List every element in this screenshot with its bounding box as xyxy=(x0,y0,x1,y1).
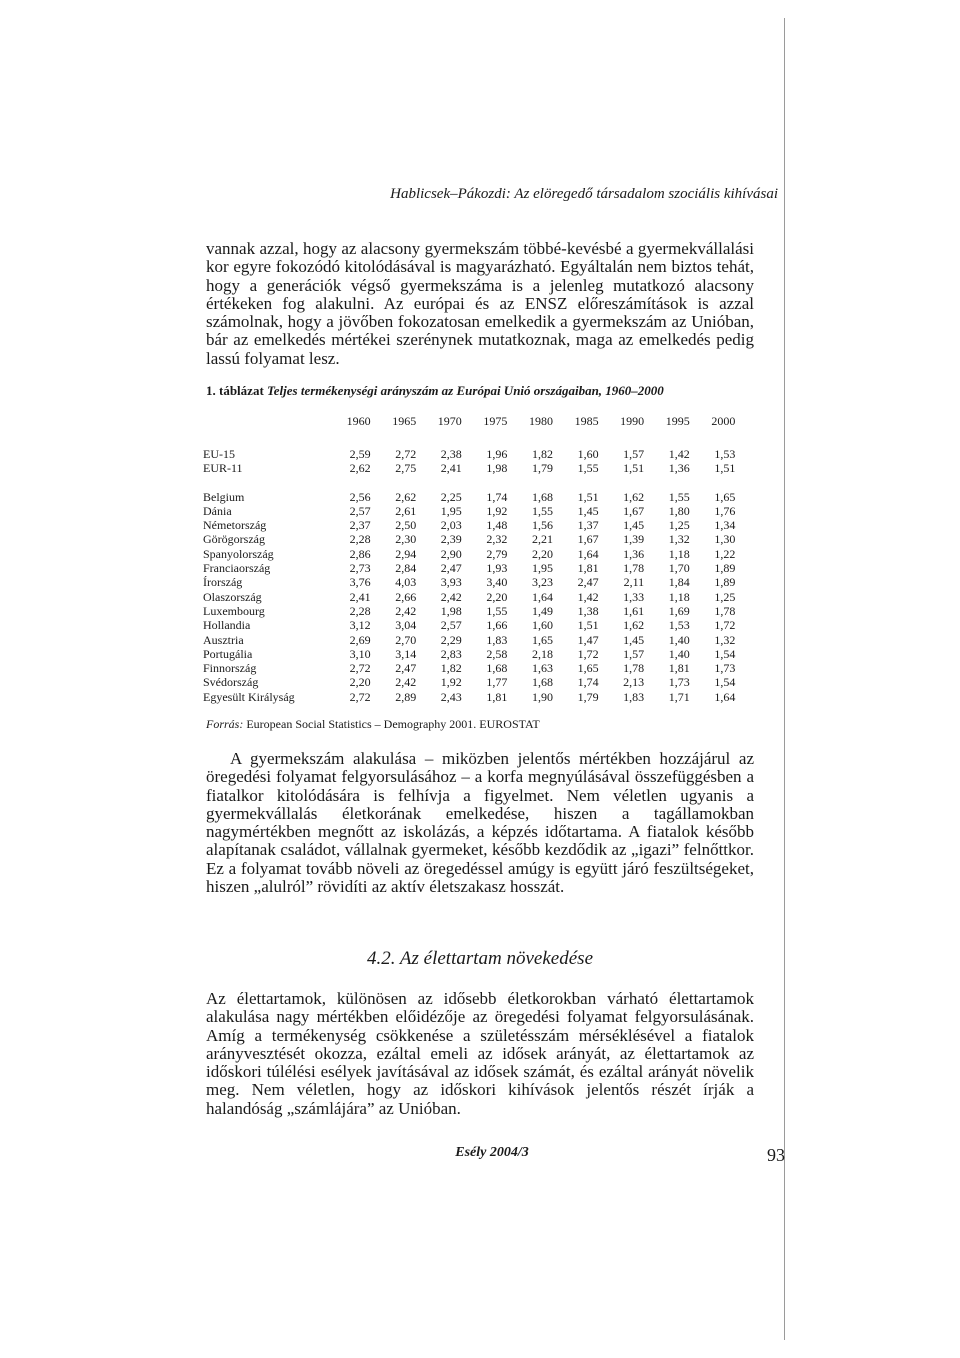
table-source xyxy=(206,717,540,732)
country-row xyxy=(203,590,735,604)
tfr-value: 2,66 xyxy=(395,589,417,604)
tfr-value: 1,84 xyxy=(668,575,690,590)
tfr-value: 2,94 xyxy=(395,546,417,561)
tfr-value: 1,53 xyxy=(714,446,736,461)
tfr-value: 2,47 xyxy=(440,561,462,576)
tfr-value: 1,53 xyxy=(668,618,690,633)
tfr-value: 1,92 xyxy=(486,503,508,518)
tfr-value: 2,39 xyxy=(440,532,462,547)
page-number: 93 xyxy=(767,1145,785,1165)
tfr-value: 1,89 xyxy=(714,575,736,590)
tfr-value: 1,74 xyxy=(577,675,599,690)
tfr-value: 1,78 xyxy=(714,603,736,618)
row-label: Svédország xyxy=(203,675,259,690)
tfr-value: 2,20 xyxy=(531,546,553,561)
tfr-value: 1,79 xyxy=(531,460,553,475)
tfr-value: 3,93 xyxy=(440,575,462,590)
row-label: Franciaország xyxy=(203,561,271,576)
tfr-value: 1,69 xyxy=(668,603,690,618)
country-row xyxy=(203,504,735,518)
tfr-value: 1,68 xyxy=(531,675,553,690)
tfr-value: 2,37 xyxy=(349,518,371,533)
tfr-value: 2,72 xyxy=(395,446,417,461)
paragraph-2 xyxy=(206,750,754,896)
spacer-cell xyxy=(203,432,735,447)
tfr-value: 1,76 xyxy=(714,503,736,518)
tfr-value: 2,57 xyxy=(349,503,371,518)
row-label: Németország xyxy=(203,518,267,533)
tfr-value: 1,80 xyxy=(668,503,690,518)
tfr-value: 1,51 xyxy=(623,460,645,475)
running-head: Hablicsek–Pákozdi: Az elöregedő társadalom szociális kihívásai xyxy=(390,186,778,202)
tfr-value: 1,22 xyxy=(714,546,736,561)
tfr-value: 1,64 xyxy=(531,589,553,604)
table-caption-title: Teljes termékenységi arányszám az Európai Unió országaiban, 1960–2000 xyxy=(267,383,664,398)
tfr-value: 2,57 xyxy=(440,618,462,633)
tfr-value: 1,51 xyxy=(577,618,599,633)
tfr-value: 2,47 xyxy=(577,575,599,590)
tfr-value: 1,62 xyxy=(623,489,645,504)
section-heading: 4.2. Az élettartam növekedése xyxy=(367,948,593,969)
tfr-value: 2,20 xyxy=(486,589,508,604)
tfr-value: 3,12 xyxy=(349,618,371,633)
row-label: Olaszország xyxy=(203,589,262,604)
paragraph-3: Az élettartamok, különösen az idősebb életkorokban várható élettartamok alakulása nagy mértékben előidézője az öregedési folyamat felgyorsulásának. Amíg a termékenység csökkenése a születésszám mérséklésével a fiatalok arányvesztését okozza, ezáltal emeli az idősek arányát, az élettartamok az időskori túlélési esélyek javításával az idősek számát, és ezáltal arányát növelik meg. Nem véletlen, hogy az időskori kihívások jelentős részét írják a halandóság „számlájára” az Unióban. xyxy=(206,989,754,1118)
tfr-value: 1,36 xyxy=(623,546,645,561)
tfr-value: 2,11 xyxy=(623,575,645,590)
tfr-value: 1,70 xyxy=(668,561,690,576)
header-spacer xyxy=(203,410,325,432)
tfr-value: 2,58 xyxy=(486,646,508,661)
tfr-value: 2,84 xyxy=(395,561,417,576)
table-spacer-row xyxy=(203,475,735,490)
tfr-value: 2,90 xyxy=(440,546,462,561)
tfr-value: 1,66 xyxy=(486,618,508,633)
tfr-value: 1,95 xyxy=(531,561,553,576)
tfr-value: 1,73 xyxy=(668,675,690,690)
tfr-value: 3,04 xyxy=(395,618,417,633)
row-label: Írország xyxy=(203,575,243,590)
tfr-value: 1,30 xyxy=(714,532,736,547)
tfr-value: 1,81 xyxy=(577,561,599,576)
tfr-value: 1,78 xyxy=(623,561,645,576)
tfr-value: 1,33 xyxy=(623,589,645,604)
tfr-value: 1,42 xyxy=(577,589,599,604)
tfr-value: 1,96 xyxy=(486,446,508,461)
tfr-value: 2,41 xyxy=(440,460,462,475)
tfr-value: 1,36 xyxy=(668,460,690,475)
tfr-value: 1,98 xyxy=(440,603,462,618)
tfr-value: 2,56 xyxy=(349,489,371,504)
row-label: Belgium xyxy=(203,489,245,504)
tfr-value: 1,90 xyxy=(531,689,553,704)
tfr-value: 1,62 xyxy=(623,618,645,633)
tfr-value: 1,25 xyxy=(668,518,690,533)
row-label: Portugália xyxy=(203,646,253,661)
year-header: 2000 xyxy=(711,413,736,428)
tfr-value: 2,28 xyxy=(349,532,371,547)
tfr-value: 1,56 xyxy=(531,518,553,533)
tfr-value: 1,55 xyxy=(577,460,599,475)
tfr-value: 1,82 xyxy=(531,446,553,461)
tfr-value: 1,71 xyxy=(668,689,690,704)
tfr-value: 1,67 xyxy=(577,532,599,547)
tfr-value: 1,83 xyxy=(623,689,645,704)
tfr-value: 2,72 xyxy=(349,689,371,704)
tfr-value: 2,73 xyxy=(349,561,371,576)
country-row xyxy=(203,618,735,632)
tfr-value: 2,20 xyxy=(349,675,371,690)
margin-rule xyxy=(784,18,785,1340)
row-label: EU-15 xyxy=(203,446,235,461)
tfr-value: 1,40 xyxy=(668,646,690,661)
tfr-value: 1,18 xyxy=(668,589,690,604)
tfr-value: 1,60 xyxy=(531,618,553,633)
country-row xyxy=(203,532,735,546)
tfr-value: 2,42 xyxy=(395,603,417,618)
tfr-value: 1,55 xyxy=(486,603,508,618)
country-row xyxy=(203,547,735,561)
year-header: 1990 xyxy=(620,413,645,428)
tfr-value: 1,51 xyxy=(577,489,599,504)
country-row xyxy=(203,690,735,704)
fertility-table xyxy=(203,410,735,704)
tfr-value: 2,50 xyxy=(395,518,417,533)
tfr-value: 1,37 xyxy=(577,518,599,533)
tfr-value: 2,42 xyxy=(440,589,462,604)
tfr-value: 1,47 xyxy=(577,632,599,647)
tfr-value: 2,43 xyxy=(440,689,462,704)
country-row xyxy=(203,490,735,504)
paragraph-2-text: A gyermekszám alakulása – miközben jelentős mértékben hozzájárul az öregedési folyamat felgyorsulásához – a korfa megnyúlásával összefüggésben a fiatalkor kitolódására is felhívja a figyelmet. Nem véletlen ugyanis a gyermekvállalás életkorának emelkedése, hiszen a tagállamokban nagymértékben megnőtt az iskolázás, a képzés időtartama. A fiatalok később alapítanak családot, vállalnak gyermeket, később kezdődik az „igazi” felnőttkor. Ez a folyamat tovább növeli az öregedéssel amúgy is együtt járó feszültségeket, hiszen „alulról” rövidíti az aktív életszakasz hosszát. xyxy=(206,749,754,897)
table-header-row xyxy=(203,410,735,432)
tfr-value: 2,47 xyxy=(395,661,417,676)
aggregate-row xyxy=(203,461,735,475)
tfr-value: 1,54 xyxy=(714,646,736,661)
tfr-value: 1,49 xyxy=(531,603,553,618)
tfr-value: 2,30 xyxy=(395,532,417,547)
row-label: Ausztria xyxy=(203,632,244,647)
tfr-value: 2,28 xyxy=(349,603,371,618)
tfr-value: 2,13 xyxy=(623,675,645,690)
tfr-value: 2,62 xyxy=(395,489,417,504)
tfr-value: 1,32 xyxy=(714,632,736,647)
tfr-value: 1,77 xyxy=(486,675,508,690)
tfr-value: 1,98 xyxy=(486,460,508,475)
tfr-value: 1,72 xyxy=(714,618,736,633)
tfr-value: 1,89 xyxy=(714,561,736,576)
tfr-value: 1,18 xyxy=(668,546,690,561)
tfr-value: 1,72 xyxy=(577,646,599,661)
tfr-value: 1,25 xyxy=(714,589,736,604)
tfr-value: 1,45 xyxy=(623,518,645,533)
tfr-value: 2,03 xyxy=(440,518,462,533)
aggregate-row xyxy=(203,447,735,461)
year-header: 1965 xyxy=(392,413,417,428)
tfr-value: 2,72 xyxy=(349,661,371,676)
country-row xyxy=(203,518,735,532)
country-row xyxy=(203,633,735,647)
tfr-value: 2,59 xyxy=(349,446,371,461)
row-label: Görögország xyxy=(203,532,265,547)
tfr-value: 1,65 xyxy=(577,661,599,676)
tfr-value: 1,39 xyxy=(623,532,645,547)
tfr-value: 1,42 xyxy=(668,446,690,461)
tfr-value: 1,81 xyxy=(486,689,508,704)
year-header: 1975 xyxy=(483,413,508,428)
tfr-value: 2,29 xyxy=(440,632,462,647)
row-label: Spanyolország xyxy=(203,546,274,561)
tfr-value: 1,68 xyxy=(486,661,508,676)
footer-journal: Esély 2004/3 xyxy=(455,1145,529,1160)
tfr-value: 3,76 xyxy=(349,575,371,590)
year-header: 1970 xyxy=(437,413,462,428)
tfr-value: 1,48 xyxy=(486,518,508,533)
tfr-value: 1,60 xyxy=(577,446,599,461)
spacer-cell xyxy=(203,475,735,490)
tfr-value: 1,57 xyxy=(623,646,645,661)
country-row xyxy=(203,604,735,618)
table-spacer-row xyxy=(203,432,735,447)
row-label: Dánia xyxy=(203,503,232,518)
tfr-value: 1,45 xyxy=(623,632,645,647)
year-header: 1985 xyxy=(574,413,599,428)
tfr-value: 2,89 xyxy=(395,689,417,704)
tfr-value: 1,67 xyxy=(623,503,645,518)
tfr-value: 1,74 xyxy=(486,489,508,504)
tfr-value: 1,54 xyxy=(714,675,736,690)
source-label: Forrás: xyxy=(206,717,244,731)
country-row xyxy=(203,661,735,675)
year-header: 1995 xyxy=(665,413,690,428)
tfr-value: 1,73 xyxy=(714,661,736,676)
tfr-value: 1,92 xyxy=(440,675,462,690)
tfr-value: 1,68 xyxy=(531,489,553,504)
tfr-value: 2,32 xyxy=(486,532,508,547)
table-caption-label: 1. táblázat xyxy=(206,383,264,398)
tfr-value: 1,40 xyxy=(668,632,690,647)
tfr-value: 1,38 xyxy=(577,603,599,618)
tfr-value: 1,61 xyxy=(623,603,645,618)
tfr-value: 1,51 xyxy=(714,460,736,475)
tfr-value: 1,83 xyxy=(486,632,508,647)
tfr-value: 2,75 xyxy=(395,460,417,475)
country-row xyxy=(203,675,735,689)
tfr-value: 2,38 xyxy=(440,446,462,461)
year-header: 1980 xyxy=(528,413,553,428)
tfr-value: 4,03 xyxy=(395,575,417,590)
tfr-value: 1,57 xyxy=(623,446,645,461)
table-caption xyxy=(206,383,754,399)
tfr-value: 2,18 xyxy=(531,646,553,661)
tfr-value: 2,41 xyxy=(349,589,371,604)
paragraph-1: vannak azzal, hogy az alacsony gyermekszám többé-kevésbé a gyermekvállalási kor egyre fokozódó kitolódásával is magyarázható. Egyáltalán nem biztos tehát, hogy a generációk végső gyermekszáma is a jelenleg mutatkozó alacsony értékeken fog alakulni. Az európai és az ENSZ előreszámítások is azzal számolnak, hogy a jövőben fokozatosan emelkedik a gyermekszám az Unióban, bár az emelkedés mértékei szerénynek mutatkoznak, maga az emelkedés pedig lassú folyamat lesz. xyxy=(206,239,754,368)
tfr-value: 1,64 xyxy=(714,689,736,704)
row-label: Finnország xyxy=(203,661,257,676)
tfr-value: 2,79 xyxy=(486,546,508,561)
tfr-value: 1,34 xyxy=(714,518,736,533)
country-row xyxy=(203,561,735,575)
tfr-value: 1,78 xyxy=(623,661,645,676)
tfr-value: 2,25 xyxy=(440,489,462,504)
tfr-value: 1,93 xyxy=(486,561,508,576)
country-row xyxy=(203,647,735,661)
tfr-value: 1,32 xyxy=(668,532,690,547)
country-row xyxy=(203,575,735,589)
tfr-value: 3,10 xyxy=(349,646,371,661)
tfr-value: 1,82 xyxy=(440,661,462,676)
tfr-value: 3,23 xyxy=(531,575,553,590)
tfr-value: 1,65 xyxy=(531,632,553,647)
tfr-value: 1,81 xyxy=(668,661,690,676)
row-label: Egyesült Királyság xyxy=(203,689,295,704)
tfr-value: 1,79 xyxy=(577,689,599,704)
tfr-value: 1,45 xyxy=(577,503,599,518)
tfr-value: 2,61 xyxy=(395,503,417,518)
tfr-value: 2,83 xyxy=(440,646,462,661)
tfr-value: 2,62 xyxy=(349,460,371,475)
tfr-value: 2,69 xyxy=(349,632,371,647)
tfr-value: 2,86 xyxy=(349,546,371,561)
tfr-value: 2,21 xyxy=(531,532,553,547)
year-header: 1960 xyxy=(346,413,371,428)
row-label: EUR-11 xyxy=(203,460,243,475)
row-label: Hollandia xyxy=(203,618,251,633)
tfr-value: 2,42 xyxy=(395,675,417,690)
tfr-value: 1,64 xyxy=(577,546,599,561)
tfr-value: 1,55 xyxy=(668,489,690,504)
tfr-value: 3,40 xyxy=(486,575,508,590)
source-text: European Social Statistics – Demography 2001. EUROSTAT xyxy=(246,717,540,731)
tfr-value: 1,63 xyxy=(531,661,553,676)
tfr-value: 3,14 xyxy=(395,646,417,661)
tfr-value: 2,70 xyxy=(395,632,417,647)
tfr-value: 1,55 xyxy=(531,503,553,518)
tfr-value: 1,65 xyxy=(714,489,736,504)
tfr-value: 1,95 xyxy=(440,503,462,518)
row-label: Luxembourg xyxy=(203,603,265,618)
